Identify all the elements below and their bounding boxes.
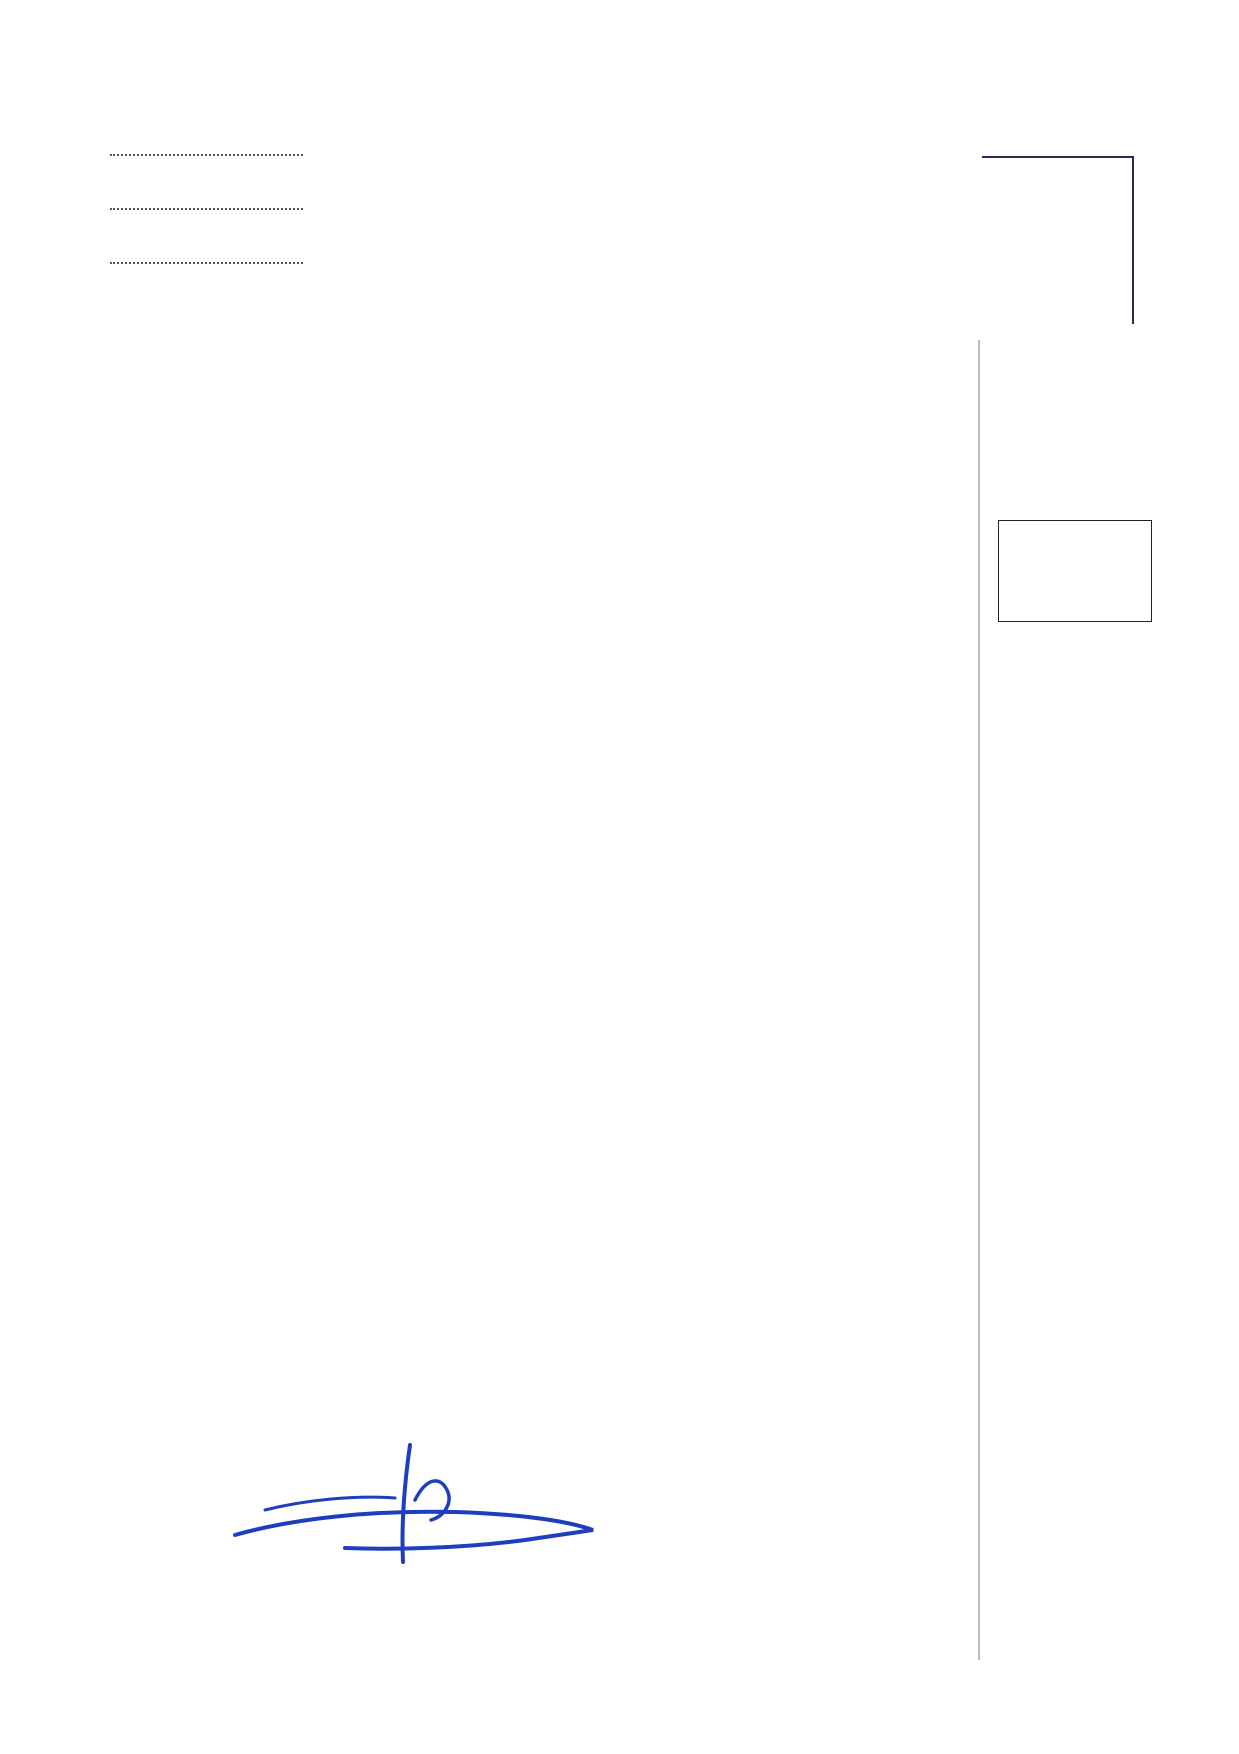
letter-number-row [110, 132, 355, 162]
dotted-line [110, 208, 303, 210]
logo-frame [982, 156, 1134, 324]
dotted-line [110, 154, 303, 156]
letter-date-row [110, 186, 355, 216]
handwritten-signature [225, 1440, 605, 1570]
tracking-box [998, 520, 1152, 622]
attachment-row [110, 240, 355, 270]
organization-logo [978, 156, 1134, 326]
address-block [985, 1624, 1185, 1750]
dotted-line [110, 262, 303, 264]
margin-divider [978, 340, 980, 1660]
